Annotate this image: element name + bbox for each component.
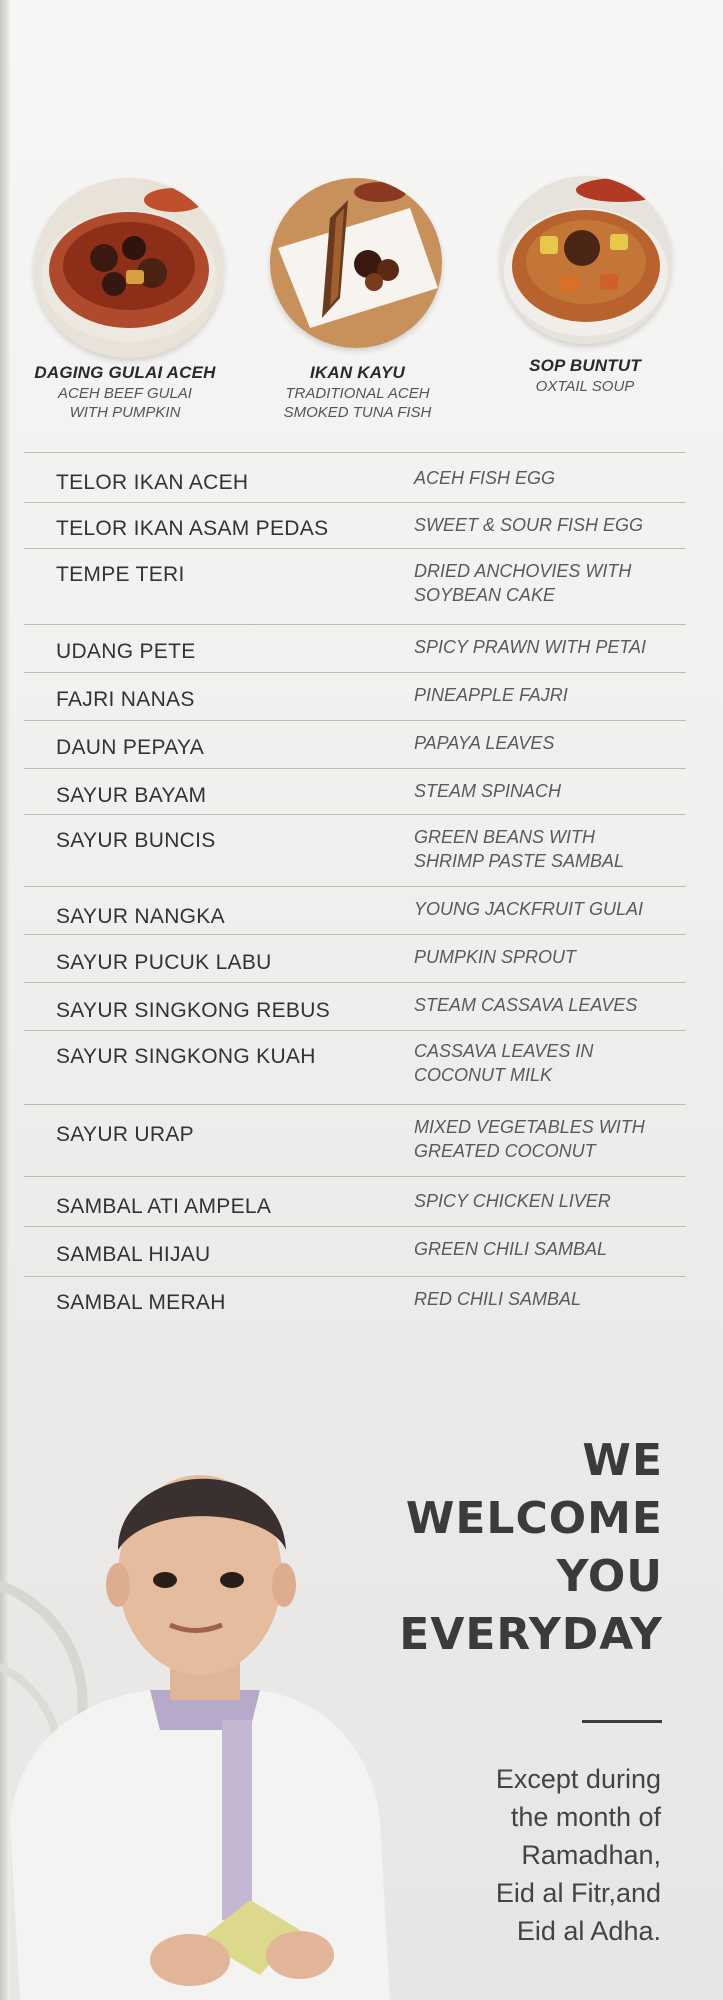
closing-note xyxy=(401,1760,661,1950)
item-desc-line-2: SOYBEAN CAKE xyxy=(414,585,556,605)
smoked-fish-plate-photo xyxy=(270,178,442,348)
child-photo xyxy=(0,1400,400,2000)
menu-row xyxy=(24,886,686,934)
item-desc-line-1: SPICY CHICKEN LIVER xyxy=(414,1191,611,1211)
item-desc-line-1: GREEN BEANS WITH xyxy=(414,827,596,847)
menu-row xyxy=(24,1104,686,1176)
featured-dish-2 xyxy=(245,170,470,430)
item-name: TELOR IKAN ACEH xyxy=(56,471,249,494)
menu-row xyxy=(24,1276,686,1326)
item-name: SAYUR URAP xyxy=(56,1123,194,1146)
item-name: UDANG PETE xyxy=(56,640,196,663)
item-desc-line-1: ACEH FISH EGG xyxy=(414,468,556,488)
item-name: SAMBAL HIJAU xyxy=(56,1243,211,1266)
headline-line-3: YOU xyxy=(556,1551,663,1602)
item-desc-line-1: STEAM CASSAVA LEAVES xyxy=(414,995,638,1015)
item-desc-line-1: SPICY PRAWN WITH PETAI xyxy=(414,637,647,657)
item-name: FAJRI NANAS xyxy=(56,688,195,711)
welcome-headline xyxy=(399,1432,663,1664)
item-name: SAYUR NANGKA xyxy=(56,905,225,928)
item-desc-line-1: PINEAPPLE FAJRI xyxy=(414,685,568,705)
dish-desc-line-2: SMOKED TUNA FISH xyxy=(283,404,432,421)
menu-row xyxy=(24,814,686,886)
note-line-3: Ramadhan, xyxy=(521,1840,661,1870)
dish-name: DAGING GULAI ACEH xyxy=(34,363,216,382)
item-name: SAYUR SINGKONG REBUS xyxy=(56,999,330,1022)
featured-dish-3 xyxy=(470,170,700,430)
item-desc-line-1: CASSAVA LEAVES IN xyxy=(414,1041,594,1061)
menu-row xyxy=(24,934,686,982)
item-name: SAMBAL ATI AMPELA xyxy=(56,1195,272,1218)
dish-desc-line-1: TRADITIONAL ACEH xyxy=(285,385,430,402)
item-name: TEMPE TERI xyxy=(56,563,185,586)
note-line-2: the month of xyxy=(510,1802,661,1832)
menu-row xyxy=(24,548,686,624)
menu-row xyxy=(24,768,686,814)
dish-name: IKAN KAYU xyxy=(310,363,405,382)
item-desc-line-2: GREATED COCONUT xyxy=(414,1141,596,1161)
menu-row xyxy=(24,982,686,1030)
menu-row xyxy=(24,624,686,672)
item-name: SAMBAL MERAH xyxy=(56,1291,226,1314)
item-desc-line-2: SHRIMP PASTE SAMBAL xyxy=(414,851,625,871)
item-name: SAYUR BUNCIS xyxy=(56,829,216,852)
menu-row xyxy=(24,720,686,768)
item-desc-line-1: RED CHILI SAMBAL xyxy=(414,1289,582,1309)
note-line-1: Except during xyxy=(495,1764,661,1794)
item-name: TELOR IKAN ASAM PEDAS xyxy=(56,517,329,540)
menu-row xyxy=(24,1226,686,1276)
item-desc-line-1: DRIED ANCHOVIES WITH xyxy=(414,561,632,581)
item-desc-line-1: STEAM SPINACH xyxy=(414,781,562,801)
featured-dish-1 xyxy=(10,170,240,430)
divider xyxy=(582,1720,662,1723)
item-desc-line-2: COCONUT MILK xyxy=(414,1065,553,1085)
item-desc-line-1: GREEN CHILI SAMBAL xyxy=(414,1239,608,1259)
dish-desc-line-1: OXTAIL SOUP xyxy=(535,378,635,395)
item-name: SAYUR PUCUK LABU xyxy=(56,951,272,974)
item-desc-line-1: SWEET & SOUR FISH EGG xyxy=(414,515,644,535)
item-desc-line-1: YOUNG JACKFRUIT GULAI xyxy=(414,899,644,919)
dish-desc-line-1: ACEH BEEF GULAI xyxy=(58,385,192,402)
item-desc-line-1: PUMPKIN SPROUT xyxy=(414,947,577,967)
item-desc-line-1: PAPAYA LEAVES xyxy=(414,733,555,753)
menu-row xyxy=(24,1176,686,1226)
oxtail-soup-bowl-photo xyxy=(500,176,672,344)
item-name: SAYUR BAYAM xyxy=(56,784,207,807)
headline-line-1: WE xyxy=(582,1435,663,1486)
menu-row xyxy=(24,502,686,548)
dish-desc-line-2: WITH PUMPKIN xyxy=(69,404,181,421)
item-name: DAUN PEPAYA xyxy=(56,736,205,759)
beef-curry-bowl-photo xyxy=(34,178,224,358)
headline-line-2: WELCOME xyxy=(405,1493,663,1544)
headline-line-4: EVERYDAY xyxy=(399,1609,663,1660)
note-line-5: Eid al Adha. xyxy=(516,1916,661,1946)
item-name: SAYUR SINGKONG KUAH xyxy=(56,1045,316,1068)
menu-row xyxy=(24,1030,686,1104)
note-line-4: Eid al Fitr,and xyxy=(495,1878,661,1908)
menu-row xyxy=(24,672,686,720)
item-desc-line-1: MIXED VEGETABLES WITH xyxy=(414,1117,645,1137)
menu-row xyxy=(24,452,686,502)
dish-name: SOP BUNTUT xyxy=(529,356,641,375)
